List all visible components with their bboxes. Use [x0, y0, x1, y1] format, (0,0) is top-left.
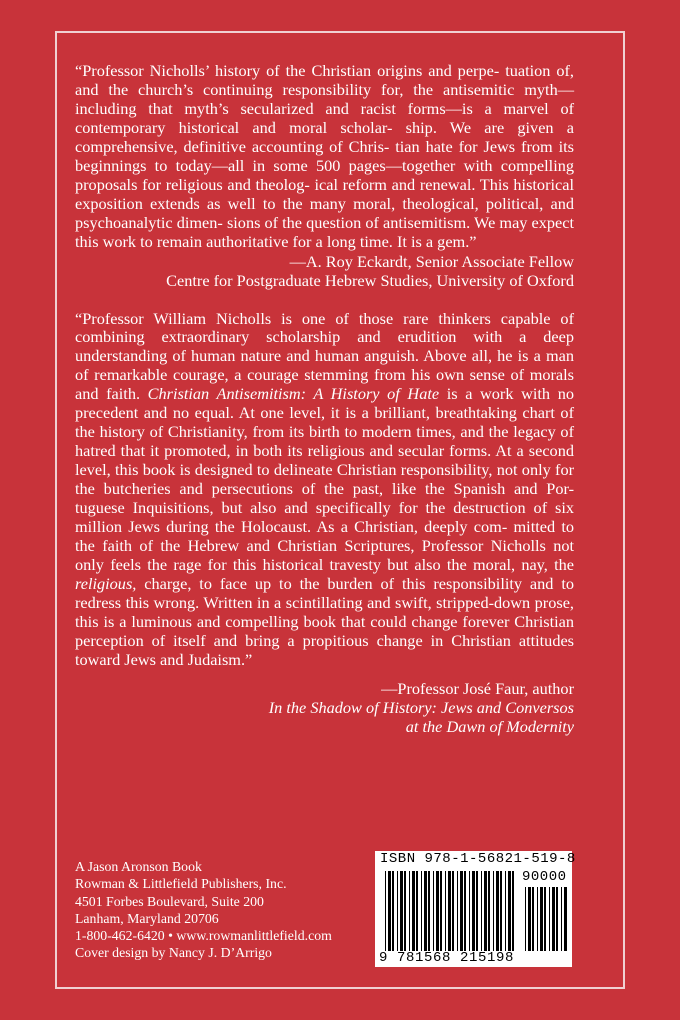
barcode-bar [416, 871, 418, 951]
barcode-bar [549, 887, 550, 951]
emphasis-religious: religious, [75, 573, 137, 593]
quote2-line: breathtaking chart of the history of Christianity, from its birth to [75, 403, 574, 442]
quote2-line: its religious and secular forms. At a second level, this book is [75, 441, 574, 480]
quote2-line: of six million Jews during the Holocaust. As a Christian, deeply com- [75, 498, 575, 537]
barcode-bar [476, 871, 478, 951]
barcode-bar [409, 871, 410, 951]
barcode-bar [493, 871, 494, 951]
ean-digits: 9 781568 215198 [379, 950, 515, 966]
quote2-line: Nicholls not only feels the rage for this historical travesty but also [75, 535, 574, 574]
barcode-bar [404, 871, 406, 951]
quote1-line: sions of the question of antisemitism. We may expect this work to [75, 212, 574, 251]
barcode-bar [388, 871, 391, 951]
barcode-bar [540, 887, 543, 951]
quote2-line: is a work with no precedent and no equal. At one level, it is a brilliant, [75, 384, 574, 423]
quote1-line: pages—together with compelling proposals for religious and theolog- [75, 155, 574, 194]
barcode-bar [448, 871, 451, 951]
quote2-line: the moral, nay, the [446, 554, 574, 574]
publisher-address: 4501 Forbes Boulevard, Suite 200 [75, 893, 264, 909]
quote2-line: is a man of remarkable courage, a courage stemming from his own [75, 346, 574, 385]
barcode-bar [564, 887, 567, 951]
quote2-line: and Judaism.” [160, 649, 253, 669]
barcode-bar [472, 871, 475, 951]
barcode-bar [544, 887, 546, 951]
eckardt-attribution [75, 252, 574, 290]
barcode-bar [525, 887, 526, 951]
attribution-book-subtitle: at the Dawn of Modernity [405, 716, 574, 736]
quote2-line: butcheries and persecutions of the past, like the Spanish and Por- [103, 479, 574, 499]
quote1-line: tian hate for Jews from its beginnings to today—all in some 500 [75, 136, 574, 175]
isbn-label: ISBN 978-1-56821-519-8 [380, 851, 576, 867]
barcode-bar [392, 871, 394, 951]
quote1-line: tuation of, and the church’s continuing responsibility for, the [75, 61, 574, 99]
attribution-book-title: In the Shadow of History: Jews and Conversos [268, 697, 574, 717]
barcode-bar [484, 871, 487, 951]
barcode-bar [460, 871, 463, 951]
barcode-bar [421, 871, 422, 951]
quote2-line: sense of morals and faith. [75, 365, 575, 404]
quote2-line: designed to delineate Christian responsibility, not only for the [75, 460, 575, 499]
barcode-bar [436, 871, 439, 951]
barcode-bar [508, 871, 511, 951]
barcode-bar [528, 887, 531, 951]
barcode-bar [505, 871, 506, 951]
isbn-barcode [375, 851, 576, 967]
barcode-bar [556, 887, 558, 951]
barcode-bar [424, 871, 427, 951]
barcode-bar [428, 871, 430, 951]
barcode-bar [532, 887, 534, 951]
barcode-bar [400, 871, 403, 951]
barcode-bar [537, 887, 538, 951]
publisher-contact: 1-800-462-6420 • www.rowmanlittlefield.com [75, 928, 332, 944]
quote2-line: charge, to face up to the burden of this [136, 573, 426, 593]
quote1-line: forms—is a marvel of contemporary historical and moral scholar- [75, 98, 575, 137]
barcode-bar [397, 871, 398, 951]
barcode-bar [552, 887, 555, 951]
price-code: 90000 [522, 869, 567, 885]
barcode-bar [500, 871, 502, 951]
attribution-affiliation: Centre for Postgraduate Hebrew Studies, University of Oxford [166, 270, 574, 290]
quote1-line: antisemitic myth—including that myth’s secularized and racist [75, 79, 574, 118]
quote1-line: ship. We are given a comprehensive, definitive accounting of Chris- [75, 117, 574, 156]
quote1-line: ical reform and renewal. This historical exposition extends as well [75, 174, 574, 213]
faur-attribution [75, 679, 574, 736]
barcode-bar [385, 871, 386, 951]
eckardt-quote [75, 62, 574, 252]
quote2-line: modern times, and the legacy of hatred that it promoted, in both [75, 422, 574, 461]
barcode-bar [433, 871, 434, 951]
attribution-name: —A. Roy Eckardt, Senior Associate Fellow [289, 251, 574, 271]
quote2-line: responsibility and to redress this wrong. Written in a scintillating [75, 573, 574, 612]
publisher-info [75, 858, 375, 962]
quote2-line: tuguese Inquisitions, but also and specifically for the destruction [75, 498, 526, 518]
cover-credit: Cover design by Nancy J. D’Arrigo [75, 945, 272, 961]
attribution-name: —Professor José Faur, author [381, 678, 574, 698]
barcode-bar [469, 871, 470, 951]
barcode-bar [445, 871, 446, 951]
quote1-line: remain authoritative for a long time. It is a gem.” [156, 231, 477, 251]
quote2-line: of combining extraordinary scholarship and erudition with a deep [75, 308, 574, 347]
barcode-bar [488, 871, 490, 951]
barcode-bar [452, 871, 454, 951]
quote1-line: “Professor Nicholls’ history of the Christian origins and perpe- [75, 61, 500, 80]
barcode-bar [457, 871, 458, 951]
book-title: Christian Antisemitism: A History of Hate [147, 384, 440, 404]
barcode-bar [440, 871, 442, 951]
publisher-name: Rowman & Littlefield Publishers, Inc. [75, 876, 287, 892]
barcode-bar [481, 871, 482, 951]
quote2-line: and swift, stripped-down prose, this is a luminous and compelling [75, 592, 574, 631]
quote2-line: “Professor William Nicholls is one of those rare thinkers capable [75, 308, 551, 328]
barcode-bar [512, 871, 514, 951]
publisher-city: Lanham, Maryland 20706 [75, 910, 219, 926]
barcode-bar [464, 871, 466, 951]
barcode-bar [496, 871, 499, 951]
barcode-bar [412, 871, 415, 951]
quote2-line: book that could change forever Christian perception of itself and [75, 611, 575, 650]
back-cover-text [75, 62, 574, 736]
quote2-line: understanding of human nature and human anguish. Above all, he [75, 346, 513, 366]
barcode-bar [561, 887, 562, 951]
imprint: A Jason Aronson Book [75, 859, 202, 874]
quote2-line: mitted to the faith of the Hebrew and Christian Scriptures, Professor [75, 517, 574, 555]
quote2-line: bring a propitious change in Christian attitudes toward Jews [75, 630, 575, 669]
quote1-line: to the many moral, theological, political, and psychoanalytic dimen- [75, 193, 574, 232]
faur-quote [75, 310, 574, 670]
